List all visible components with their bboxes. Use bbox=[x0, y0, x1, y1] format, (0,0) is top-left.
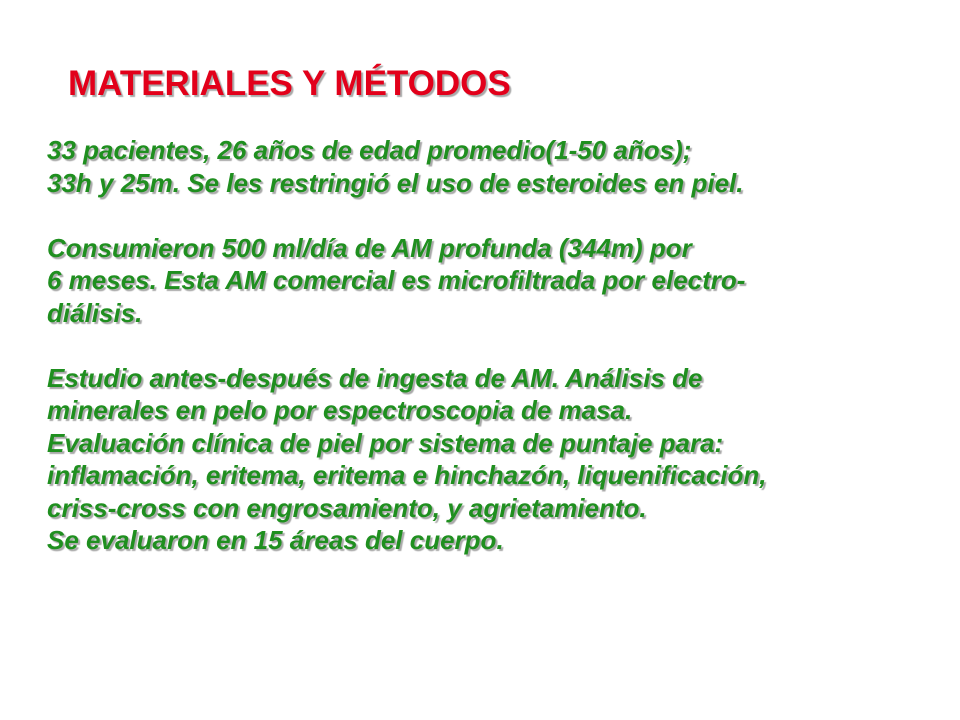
text-line: Consumieron 500 ml/día de AM profunda (344m) por bbox=[47, 232, 692, 263]
paragraph-study bbox=[47, 362, 947, 557]
paragraph-gap bbox=[47, 199, 947, 232]
text-line: Se evaluaron en 15 áreas del cuerpo. bbox=[47, 525, 504, 555]
text-line: diálisis. bbox=[47, 297, 143, 328]
paragraph-patients bbox=[47, 134, 947, 199]
text-line: Evaluación clínica de piel por sistema de puntaje para: bbox=[47, 427, 724, 458]
paragraph-consumption bbox=[47, 232, 947, 330]
text-line: 6 meses. Esta AM comercial es microfiltrada por electro- bbox=[47, 265, 746, 295]
slide-body bbox=[47, 134, 947, 557]
text-line: 33h y 25m. Se les restringió el uso de esteroides en piel. bbox=[47, 167, 744, 198]
text-line: Estudio antes-después de ingesta de AM. Análisis de bbox=[47, 362, 703, 393]
text-line: 33 pacientes, 26 años de edad promedio(1-50 años); bbox=[47, 135, 692, 165]
text-line: criss-cross con engrosamiento, y agrietamiento. bbox=[47, 492, 647, 523]
text-line: inflamación, eritema, eritema e hinchazón, liquenificación, bbox=[47, 460, 767, 490]
slide-title: MATERIALES Y MÉTODOS bbox=[68, 64, 511, 103]
text-line: minerales en pelo por espectroscopia de masa. bbox=[47, 395, 633, 425]
paragraph-gap bbox=[47, 329, 947, 362]
